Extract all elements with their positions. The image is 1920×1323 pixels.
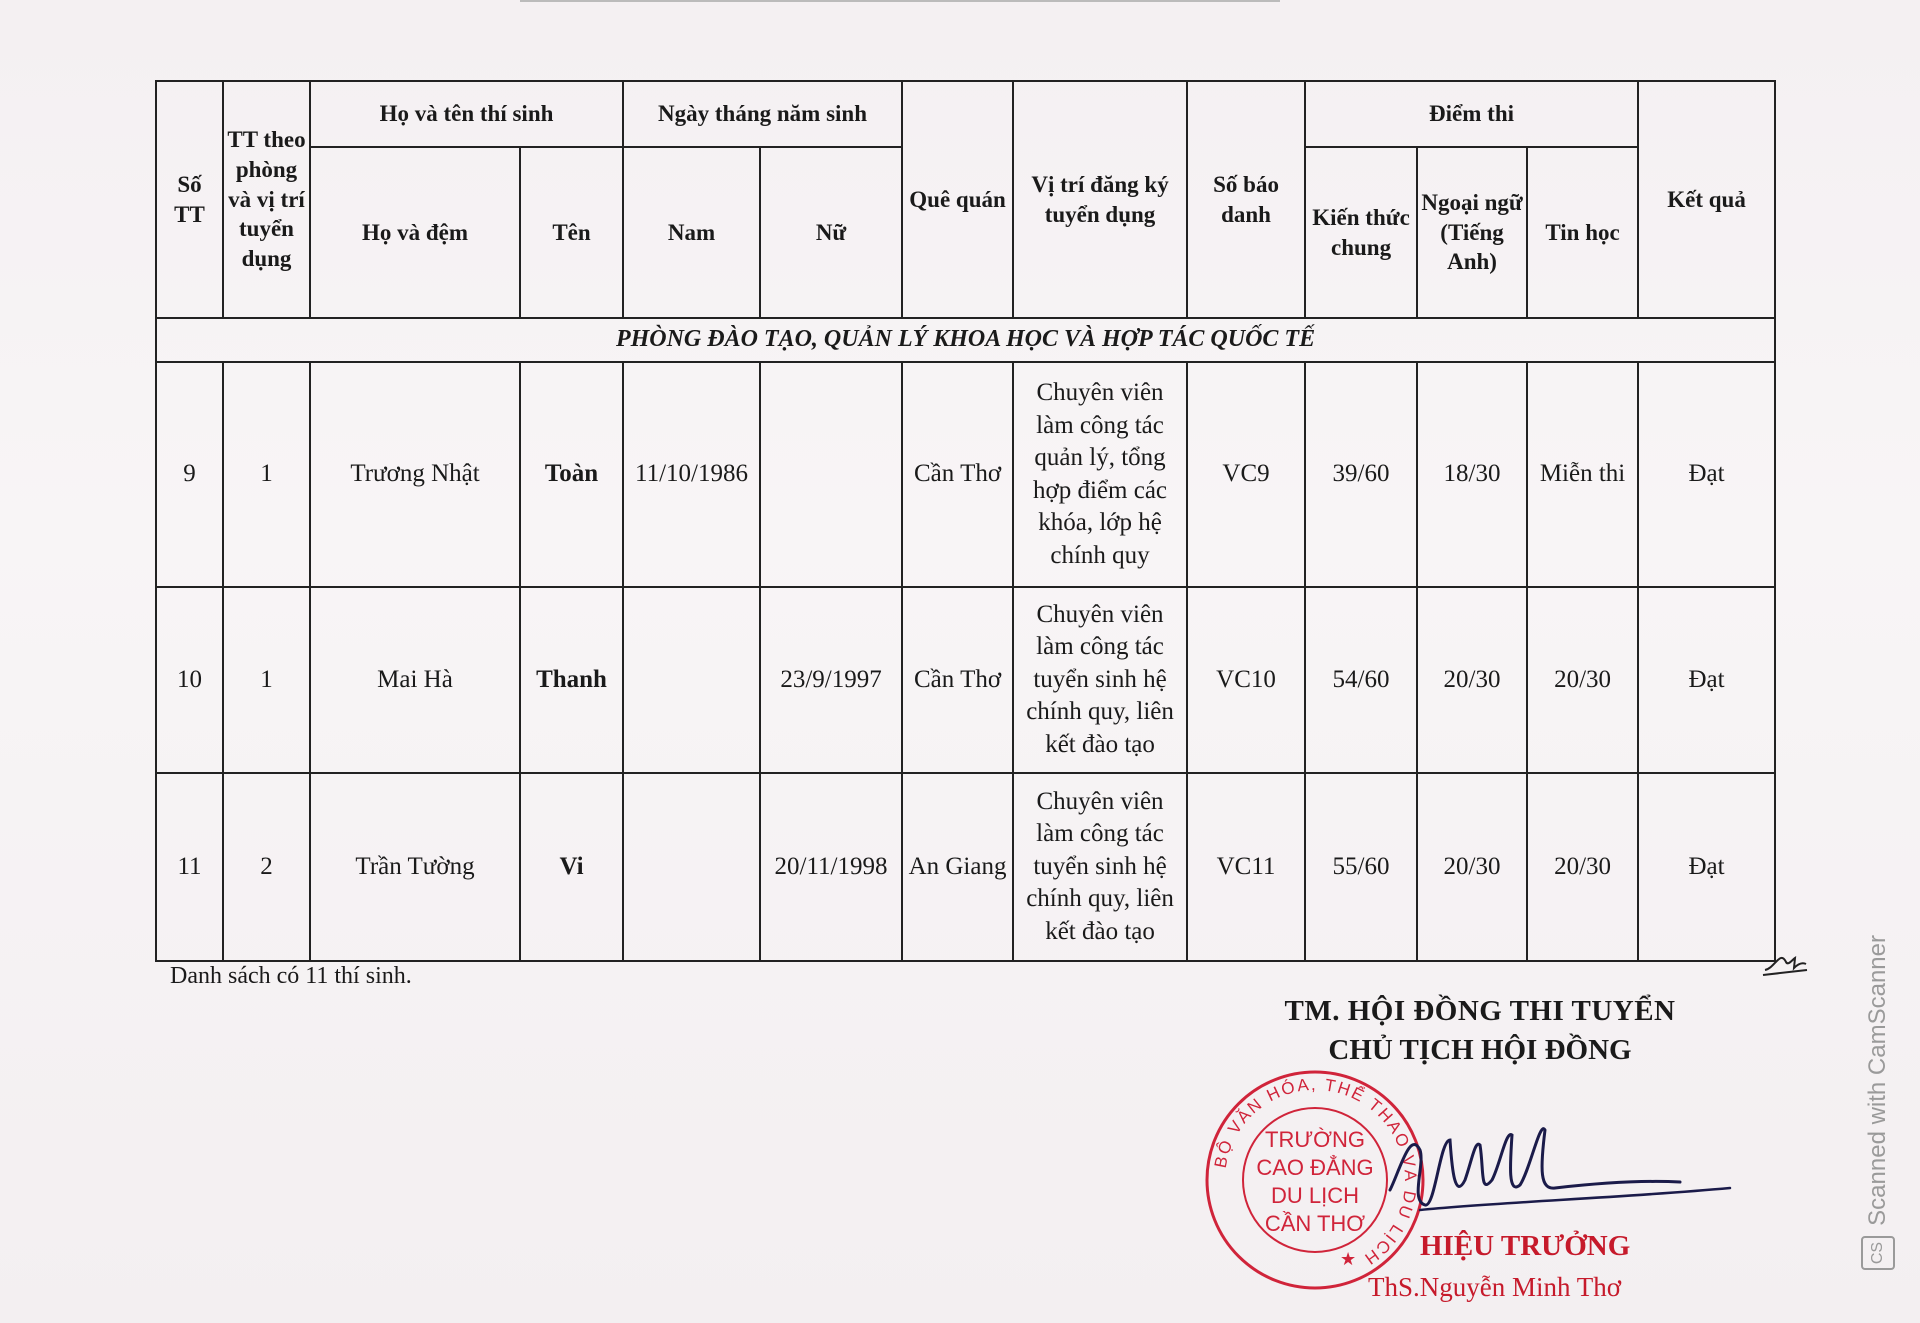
cell-ket-qua: Đạt — [1638, 362, 1775, 587]
cell-vi-tri: Chuyên viên làm công tác quản lý, tổng hợp điểm các khóa, lớp hệ chính quy — [1013, 362, 1187, 587]
stamp-line-3: DU LỊCH — [1270, 1183, 1360, 1208]
header-tin-hoc: Tin học — [1527, 147, 1638, 318]
cell-kien-thuc: 54/60 — [1305, 587, 1417, 773]
signature-block — [1230, 995, 1730, 1067]
cell-nu — [760, 362, 902, 587]
table-row — [156, 587, 1775, 773]
cell-ten: Vi — [520, 773, 623, 961]
council-title: TM. HỘI ĐỒNG THI TUYỂN — [1284, 995, 1676, 1027]
cell-nam — [623, 587, 760, 773]
cell-ngoai-ngu: 18/30 — [1417, 362, 1527, 587]
cell-vi-tri: Chuyên viên làm công tác tuyển sinh hệ chính quy, liên kết đào tạo — [1013, 587, 1187, 773]
cell-nam: 11/10/1986 — [623, 362, 760, 587]
cell-tin-hoc: 20/30 — [1527, 587, 1638, 773]
results-table — [155, 80, 1776, 962]
cell-sbd: VC9 — [1187, 362, 1305, 587]
header-kien-thuc-chung: Kiến thức chung — [1305, 147, 1417, 318]
header-tt-theo-phong: TT theo phòng và vị trí tuyển dụng — [223, 81, 310, 318]
cell-kien-thuc: 55/60 — [1305, 773, 1417, 961]
cell-ket-qua: Đạt — [1638, 773, 1775, 961]
cell-sbd: VC11 — [1187, 773, 1305, 961]
cell-so-tt: 9 — [156, 362, 223, 587]
camscanner-icon: CS — [1861, 1236, 1895, 1270]
candidate-count-note: Danh sách có 11 thí sinh. — [170, 963, 412, 989]
watermark-text: Scanned with CamScanner — [1864, 935, 1891, 1226]
council-role: CHỦ TỊCH HỘI ĐỒNG — [1328, 1034, 1632, 1066]
header-nam: Nam — [623, 147, 760, 318]
header-nu: Nữ — [760, 147, 902, 318]
cell-ten: Toàn — [520, 362, 623, 587]
cell-que-quan: Cần Thơ — [902, 362, 1013, 587]
handwritten-signature — [1380, 1110, 1740, 1230]
initial-mark — [1760, 940, 1810, 980]
cell-vi-tri: Chuyên viên làm công tác tuyển sinh hệ chính quy, liên kết đào tạo — [1013, 773, 1187, 961]
header-ten: Tên — [520, 147, 623, 318]
header-diem-thi: Điểm thi — [1305, 81, 1638, 147]
cell-tin-hoc: 20/30 — [1527, 773, 1638, 961]
cell-que-quan: An Giang — [902, 773, 1013, 961]
cell-tt-phong: 1 — [223, 362, 310, 587]
table-row — [156, 362, 1775, 587]
header-ngay-sinh: Ngày tháng năm sinh — [623, 81, 902, 147]
stamp-line-1: TRƯỜNG — [1265, 1127, 1365, 1152]
svg-text:★: ★ — [1340, 1249, 1357, 1269]
header-ho-va-dem: Họ và đệm — [310, 147, 520, 318]
cell-ngoai-ngu: 20/30 — [1417, 773, 1527, 961]
header-ngoai-ngu: Ngoại ngữ (Tiếng Anh) — [1417, 147, 1527, 318]
cell-nu: 20/11/1998 — [760, 773, 902, 961]
cell-ten: Thanh — [520, 587, 623, 773]
cell-kien-thuc: 39/60 — [1305, 362, 1417, 587]
cell-tt-phong: 1 — [223, 587, 310, 773]
cell-sbd: VC10 — [1187, 587, 1305, 773]
cell-nu: 23/9/1997 — [760, 587, 902, 773]
stamp-line-2: CAO ĐẲNG — [1256, 1155, 1374, 1180]
header-so-bao-danh: Số báo danh — [1187, 81, 1305, 318]
header-que-quan: Quê quán — [902, 81, 1013, 318]
cell-so-tt: 11 — [156, 773, 223, 961]
cell-que-quan: Cần Thơ — [902, 587, 1013, 773]
cell-nam — [623, 773, 760, 961]
stamp-line-4: CẦN THƠ — [1264, 1211, 1366, 1236]
table-row — [156, 773, 1775, 961]
cell-ket-qua: Đạt — [1638, 587, 1775, 773]
cell-tt-phong: 2 — [223, 773, 310, 961]
header-vi-tri: Vị trí đăng ký tuyển dụng — [1013, 81, 1187, 318]
signer-title: HIỆU TRƯỞNG — [1420, 1230, 1631, 1262]
cell-tin-hoc: Miễn thi — [1527, 362, 1638, 587]
header-so-tt: Số TT — [156, 81, 223, 318]
cell-ho-dem: Trần Tường — [310, 773, 520, 961]
cell-ngoai-ngu: 20/30 — [1417, 587, 1527, 773]
cell-ho-dem: Mai Hà — [310, 587, 520, 773]
camscanner-watermark — [1858, 935, 1898, 1315]
signer-name: ThS.Nguyễn Minh Thơ — [1368, 1272, 1622, 1302]
header-ket-qua: Kết quả — [1638, 81, 1775, 318]
page-top-edge — [520, 0, 1280, 2]
section-title: PHÒNG ĐÀO TẠO, QUẢN LÝ KHOA HỌC VÀ HỢP TÁC QUỐC TẾ — [156, 318, 1775, 362]
cell-ho-dem: Trương Nhật — [310, 362, 520, 587]
stamp-outer-text: BỘ VĂN HÓA, THỂ THAO VÀ DU LỊCH — [1210, 1074, 1421, 1270]
header-ho-va-ten: Họ và tên thí sinh — [310, 81, 623, 147]
cell-so-tt: 10 — [156, 587, 223, 773]
